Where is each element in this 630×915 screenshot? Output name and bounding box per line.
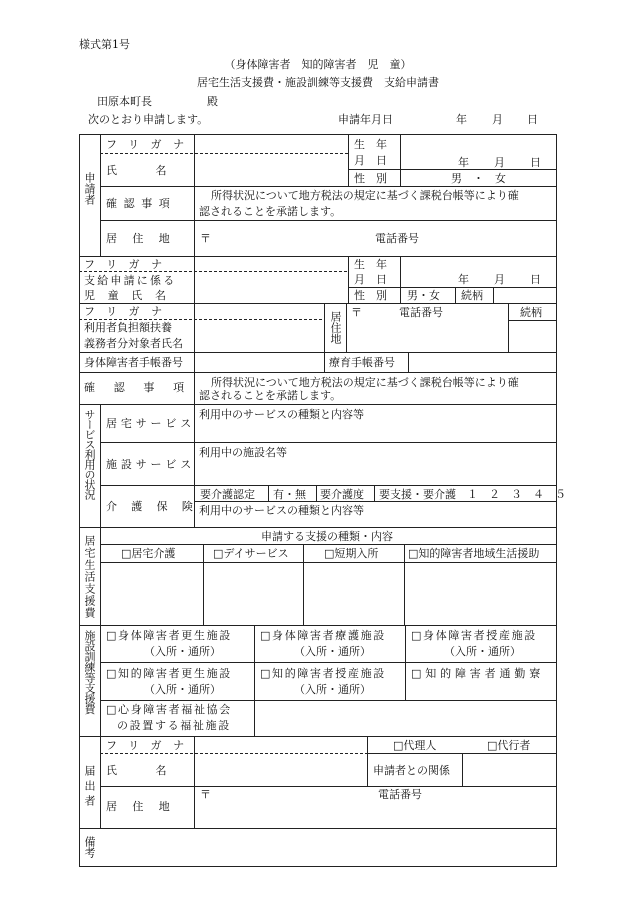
care-cert-yesno[interactable]: 有・無 [273,488,306,501]
ryoiku-handbook-field[interactable] [410,354,555,371]
child-furigana-label: フリガナ [84,258,174,271]
applicant-birth-label-1: 生 年 [354,138,387,151]
child-birth-label-2: 月 日 [354,273,387,286]
physical-handbook-label: 身体障害者手帳番号 [84,356,183,369]
notifier-name-field[interactable] [196,755,365,785]
home-support-option-1[interactable]: □居宅介護 [121,547,176,560]
notifier-address-label: 居住地 [106,800,186,813]
applicant-section-label: 申請者 [83,172,96,205]
applicant-phone-label: 電話番号 [375,232,419,245]
child-birth-label-1: 生 年 [354,258,387,271]
applicant-address-label: 居住地 [106,232,186,245]
form-title-line2: 居宅生活支援費・施設訓練等支援費 支給申請書 [197,76,439,89]
obligor-label-1: 利用者負担額扶養 [84,321,172,334]
notifier-agent-checkbox[interactable]: □代理人 [393,739,437,752]
facility-option-3-sub: （入所・通所） [444,645,521,658]
confirm2-text-1: 所得状況について地方税法の規定に基づく課税台帳等により確 [211,376,519,389]
care-level-label: 要介護度 [320,488,364,501]
applicant-confirm-label: 確認事項 [106,197,177,210]
applicant-gender-label: 性 別 [354,172,387,185]
facility-option-1-sub: （入所・通所） [144,645,221,658]
obligor-postal-mark: 〒 [351,306,362,319]
remarks-label: 備考 [83,836,96,858]
obligor-label-2: 義務者分対象者氏名 [84,337,183,350]
intro-text: 次のとおり申請します。 [88,113,209,126]
home-support-option-3[interactable]: □短期入所 [324,547,379,560]
home-service-label: 居宅サービス [106,417,196,430]
confirm2-label: 確認事項 [84,381,203,394]
facility-service-label: 施設サービス [106,458,196,471]
applicant-gender-options[interactable]: 男 ・ 女 [451,172,506,185]
applicant-name-label: 氏名 [106,164,205,177]
facility-support-section-label: 施設訓練等支援費 [83,630,96,714]
date-year: 年 [456,113,467,126]
facility-option-2-sub: （入所・通所） [294,645,371,658]
child-birth-year: 年 [458,273,469,286]
facility-option-7-line2: の設置する福祉施設 [117,719,231,732]
application-date-label: 申請年月日 [338,113,393,126]
notifier-section-label: 届出者 [83,765,96,810]
facility-option-7-line1[interactable]: □心身障害者福祉協会 [106,703,232,716]
applicant-birth-label-2: 月 日 [354,154,387,167]
applicant-postal-mark: 〒 [200,232,211,245]
child-relation-label: 続柄 [461,289,483,302]
obligor-furigana-label: フリガナ [84,305,174,318]
obligor-phone-label: 電話番号 [399,306,443,319]
child-birth-day: 日 [530,273,541,286]
child-birth-month: 月 [494,273,505,286]
obligor-relation-label: 続柄 [520,306,542,319]
care-insurance-label: 介護保険 [106,500,208,513]
home-service-text: 利用中のサービスの種類と内容等 [199,408,364,421]
notifier-furigana-field[interactable] [196,738,365,752]
facility-option-1[interactable]: □身体障害者更生施設 [106,629,232,642]
form-number: 様式第1号 [79,38,130,51]
home-support-section-label: 居宅生活支援費 [83,535,96,619]
home-support-option-2[interactable]: □デイサービス [213,547,289,560]
facility-option-5[interactable]: □知的障害者授産施設 [260,667,386,680]
facility-service-text: 利用中の施設名等 [199,446,287,459]
physical-handbook-field[interactable] [196,354,322,371]
child-name-field[interactable] [196,258,346,302]
child-name-label-1: 支給申請に係る [84,274,177,287]
facility-option-5-sub: （入所・通所） [294,683,371,696]
notifier-furigana-label: フリガナ [106,739,196,752]
applicant-name-field[interactable] [196,156,346,184]
applicant-furigana-field[interactable] [196,136,346,152]
care-level-options[interactable]: 要支援・要介護 １ ２ ３ ４ ５ [379,488,566,501]
notifier-name-label: 氏名 [106,764,205,777]
care-cert-label: 要介護認定 [200,488,255,501]
facility-option-4[interactable]: □知的障害者更生施設 [106,667,232,680]
obligor-name-field[interactable] [196,305,322,351]
remarks-field[interactable] [102,830,555,864]
applicant-birth-month: 月 [494,156,505,169]
date-day: 日 [527,113,538,126]
obligor-residence-label: 居住地 [329,311,342,344]
form-title-line1: （身体障害者 知的障害者 児 童） [224,58,412,71]
home-support-option-4[interactable]: □知的障害者地域生活援助 [408,547,540,560]
child-gender-label: 性 別 [354,289,387,302]
home-support-header: 申請する支援の種類・内容 [261,530,393,543]
applicant-birth-year: 年 [458,156,469,169]
facility-option-4-sub: （入所・通所） [144,683,221,696]
applicant-birth-day: 日 [530,156,541,169]
applicant-confirm-text-2: 認されることを承諾します。 [199,205,342,218]
notifier-relation-label: 申請者との関係 [373,764,450,777]
notifier-proxy-checkbox[interactable]: □代行者 [487,739,531,752]
facility-option-2[interactable]: □身体障害者療護施設 [260,629,386,642]
notifier-postal-mark: 〒 [200,788,211,801]
facility-option-3[interactable]: □身体障害者授産施設 [411,629,537,642]
confirm2-text-2: 認されることを承諾します。 [199,389,342,402]
addressee: 田原本町長 [97,95,152,108]
facility-option-6[interactable]: □知的障害者通勤寮 [411,667,545,680]
applicant-confirm-text-1: 所得状況について地方税法の規定に基づく課税台帳等により確 [211,189,519,202]
notifier-phone-label: 電話番号 [378,788,422,801]
child-name-label-2: 児童氏名 [84,289,179,302]
honorific: 殿 [207,95,218,108]
notifier-relation-field[interactable] [464,755,555,785]
date-month: 月 [492,113,503,126]
service-status-section-label: サービス利用の状況 [83,409,96,499]
applicant-furigana-label: フリガナ [106,138,196,151]
ryoiku-handbook-label: 療育手帳番号 [329,356,395,369]
care-service-text: 利用中のサービスの種類と内容等 [199,504,364,517]
child-gender-options[interactable]: 男・女 [407,289,440,302]
